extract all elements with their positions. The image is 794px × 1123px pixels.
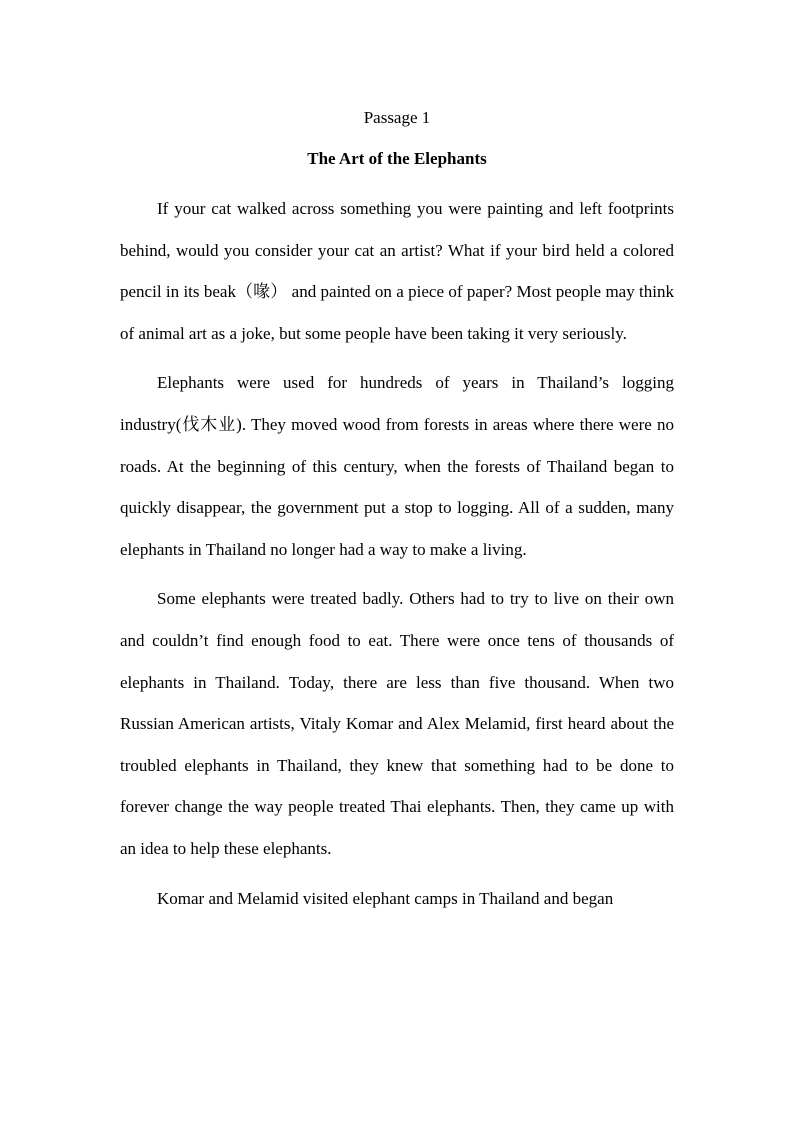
paragraph-4: Komar and Melamid visited elephant camps in Thailand and began — [157, 888, 614, 908]
passage-body — [120, 188, 674, 927]
passage-label: Passage 1 — [363, 108, 431, 127]
paragraph-1: If your cat walked across something you were painting and left footprints behind, would you consider your cat an artist? What if your bird held a colored pencil in its beak（喙） and painted on a piece of paper? Most people may think of animal art as a joke, but some people have been taking it very seriously. — [120, 199, 674, 343]
passage-title: The Art of the Elephants — [307, 149, 487, 168]
paragraph-2: Elephants were used for hundreds of years in Thailand’s logging industry(伐木业). They moved wood from forests in areas where there were no roads. At the beginning of this century, when the forests of Thailand began to quickly disappear, the government put a stop to logging. All of a sudden, many elephants in Thailand no longer had a way to make a living. — [120, 373, 674, 559]
paragraph-3: Some elephants were treated badly. Others had to try to live on their own and couldn’t find enough food to eat. There were once tens of thousands of elephants in Thailand. Today, there are less than five thousand. When two Russian American artists, Vitaly Komar and Alex Melamid, first heard about the troubled elephants in Thailand, they knew that something had to be done to forever change the way people treated Thai elephants. Then, they came up with an idea to help these elephants. — [120, 589, 674, 858]
